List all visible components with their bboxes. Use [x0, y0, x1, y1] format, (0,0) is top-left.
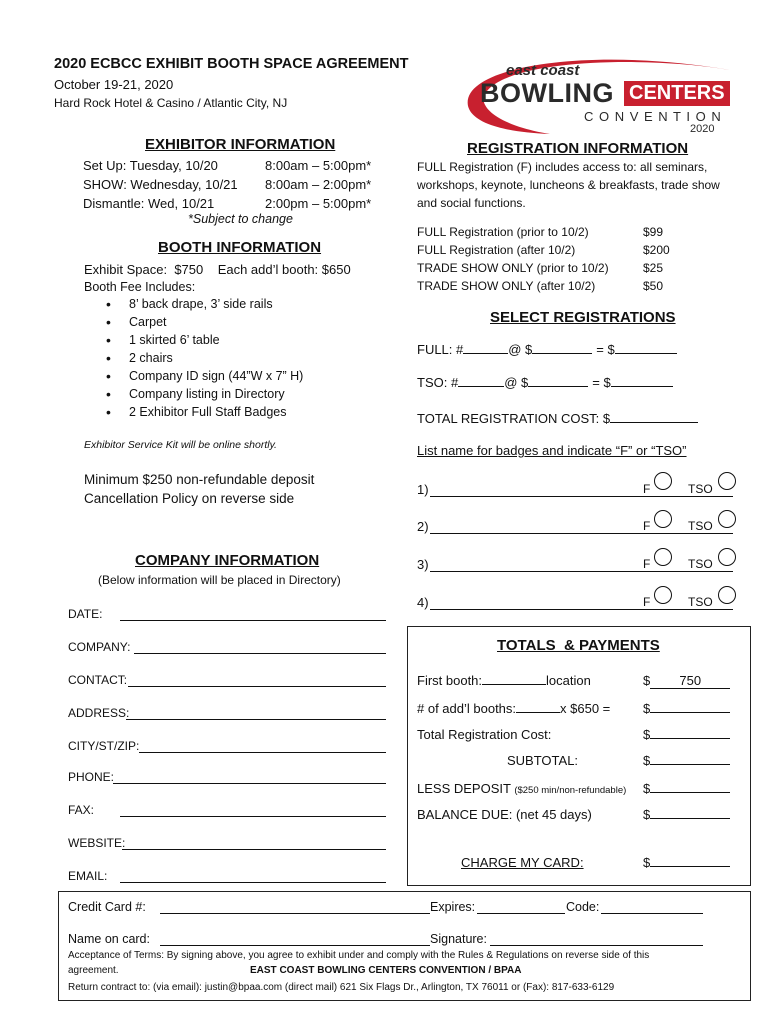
- badge-instructions: List name for badges and indicate “F” or “TSO”: [417, 443, 687, 458]
- f-radio[interactable]: [654, 510, 672, 528]
- additional-booths-label: # of add’l booths:: [417, 701, 517, 716]
- logo-bowling: BOWLING: [480, 78, 614, 108]
- tso-radio[interactable]: [718, 472, 736, 490]
- tso-count-field[interactable]: [458, 386, 504, 387]
- expires-label: Expires:: [430, 900, 476, 914]
- contact-field[interactable]: [128, 686, 386, 687]
- price-value: $25: [643, 261, 664, 275]
- full-total-field[interactable]: [615, 353, 677, 354]
- signature-label: Signature:: [430, 932, 487, 946]
- booth-fee-intro: Booth Fee Includes:: [84, 280, 196, 294]
- schedule-time: 8:00am – 5:00pm*: [265, 158, 372, 173]
- registration-desc-3: and social functions.: [417, 196, 526, 210]
- booth-includes-list: [84, 295, 303, 421]
- schedule-note: *Subject to change: [188, 212, 293, 226]
- first-booth-amount: [643, 673, 730, 689]
- deposit-note: Minimum $250 non-refundable deposit: [84, 472, 315, 487]
- balance-due-label: BALANCE DUE: (net 45 days): [417, 807, 592, 822]
- price-value: $50: [643, 279, 664, 293]
- tso-total-field[interactable]: [611, 386, 673, 387]
- ecbcc-logo: [440, 48, 740, 138]
- dollar-sign: $: [643, 701, 651, 716]
- credit-card-label: Credit Card #:: [68, 900, 146, 914]
- additional-booths-amount-field[interactable]: [650, 712, 730, 713]
- exhibitor-heading: EXHIBITOR INFORMATION: [145, 136, 336, 153]
- first-booth-label: First booth:: [417, 673, 483, 688]
- f-radio[interactable]: [654, 472, 672, 490]
- charge-my-card-field[interactable]: [650, 866, 730, 867]
- fax-field[interactable]: [120, 816, 386, 817]
- badge-row-2-number: 2): [417, 519, 429, 534]
- terms-line-1: Acceptance of Terms: By signing above, you agree to exhibit under and comply with the Rules & Regulations on reverse side of this: [68, 950, 650, 961]
- f-label: F: [643, 557, 651, 571]
- badge-name-field[interactable]: [430, 609, 733, 610]
- cancellation-note: Cancellation Policy on reverse side: [84, 491, 295, 506]
- additional-booths-rate: x $650 =: [560, 701, 611, 716]
- dollar-sign: $: [643, 727, 651, 742]
- full-registration-row: [417, 342, 677, 357]
- tso-price-field[interactable]: [528, 386, 588, 387]
- f-label: F: [643, 519, 651, 533]
- registration-desc-1: FULL Registration (F) includes access to: all seminars,: [417, 160, 708, 174]
- tso-radio[interactable]: [718, 548, 736, 566]
- list-item: • 8’ back drape, 3’ side rails: [84, 295, 303, 313]
- list-item: [417, 241, 677, 259]
- logo-year: 2020: [690, 123, 715, 135]
- credit-card-field[interactable]: [160, 913, 430, 914]
- logo-east-coast: east coast: [506, 62, 580, 79]
- booth-pricing: Exhibit Space: $750 Each add’l booth: $650: [84, 262, 351, 277]
- registration-price-list: [417, 223, 677, 295]
- address-label: ADDRESS:: [68, 706, 130, 720]
- charge-my-card-amount: [643, 855, 730, 870]
- schedule-time: 8:00am – 2:00pm*: [265, 177, 372, 192]
- balance-due-field[interactable]: [650, 818, 730, 819]
- f-label: F: [643, 595, 651, 609]
- list-item: • Company listing in Directory: [84, 385, 303, 403]
- full-price-field[interactable]: [532, 353, 592, 354]
- email-label: EMAIL:: [68, 869, 108, 883]
- total-registration-field[interactable]: [610, 422, 698, 423]
- totals-heading: TOTALS & PAYMENTS: [497, 637, 660, 654]
- less-deposit-field[interactable]: [650, 792, 730, 793]
- code-label: Code:: [566, 900, 600, 914]
- additional-booths-amount: [643, 701, 730, 716]
- page-title: 2020 ECBCC EXHIBIT BOOTH SPACE AGREEMENT: [54, 56, 409, 72]
- tso-count-label: TSO: #: [417, 375, 459, 390]
- tso-radio[interactable]: [718, 586, 736, 604]
- schedule-label: SHOW: Wednesday, 10/21: [83, 177, 238, 192]
- dollar-sign: $: [643, 753, 651, 768]
- schedule-time: 2:00pm – 5:00pm*: [265, 196, 372, 211]
- phone-label: PHONE:: [68, 770, 115, 784]
- location-label: location: [546, 673, 591, 688]
- schedule-row: [83, 194, 403, 213]
- phone-field[interactable]: [113, 783, 386, 784]
- list-item: • Company ID sign (44”W x 7” H): [84, 367, 303, 385]
- full-count-label: FULL: #: [417, 342, 464, 357]
- less-deposit-row: [417, 781, 626, 796]
- badge-name-field[interactable]: [430, 496, 733, 497]
- price-value: $200: [643, 243, 670, 257]
- first-booth-amount-field[interactable]: 750: [650, 673, 730, 689]
- charge-my-card-label: CHARGE MY CARD:: [461, 855, 584, 870]
- dollar-sign: $: [643, 673, 651, 688]
- website-label: WEBSITE:: [68, 836, 126, 850]
- less-deposit-amount: [643, 781, 730, 796]
- f-radio[interactable]: [654, 548, 672, 566]
- first-booth-row: [417, 673, 591, 688]
- badge-row-1-number: 1): [417, 482, 429, 497]
- tso-registration-row: [417, 375, 673, 390]
- event-venue: Hard Rock Hotel & Casino / Atlantic City, NJ: [54, 96, 288, 110]
- tso-label: TSO: [688, 557, 713, 571]
- list-item: [417, 223, 677, 241]
- badge-row-3-number: 3): [417, 557, 429, 572]
- dollar-sign: $: [643, 855, 651, 870]
- price-label: FULL Registration (prior to 10/2): [417, 225, 589, 239]
- terms-line-2: agreement.: [68, 965, 119, 976]
- dollar-sign: $: [643, 807, 651, 822]
- logo-convention: C O N V E N T I O N: [584, 109, 722, 124]
- less-deposit-label: LESS DEPOSIT: [417, 781, 511, 796]
- exhibitor-schedule: [83, 156, 403, 213]
- email-field[interactable]: [120, 882, 386, 883]
- price-label: TRADE SHOW ONLY (after 10/2): [417, 279, 596, 293]
- full-total-label: = $: [596, 342, 615, 357]
- additional-booths-row: [417, 701, 610, 716]
- name-on-card-label: Name on card:: [68, 932, 150, 946]
- organizer-name: EAST COAST BOWLING CENTERS CONVENTION / BPAA: [250, 965, 522, 976]
- select-heading: SELECT REGISTRATIONS: [490, 309, 676, 326]
- tso-total-label: = $: [592, 375, 611, 390]
- return-contract-info: Return contract to: (via email): justin@bpaa.com (direct mail) 621 Six Flags Dr., Arlington, TX 76011 or (Fax): 817-633-6129: [68, 982, 615, 993]
- schedule-row: [83, 156, 403, 175]
- name-on-card-field[interactable]: [160, 945, 430, 946]
- registration-heading: REGISTRATION INFORMATION: [467, 140, 689, 157]
- booth-heading: BOOTH INFORMATION: [158, 239, 322, 256]
- registration-desc-2: workshops, keynote, luncheons & breakfasts, trade show: [417, 178, 720, 192]
- signature-field[interactable]: [490, 945, 703, 946]
- subtotal-label: SUBTOTAL:: [507, 753, 579, 768]
- schedule-label: Dismantle: Wed, 10/21: [83, 196, 215, 211]
- fax-label: FAX:: [68, 803, 95, 817]
- tso-label: TSO: [688, 595, 713, 609]
- date-field[interactable]: [120, 620, 386, 621]
- company-heading: COMPANY INFORMATION: [135, 552, 320, 569]
- price-label: FULL Registration (after 10/2): [417, 243, 576, 257]
- list-item: • 2 chairs: [84, 349, 303, 367]
- city-state-zip-label: CITY/ST/ZIP:: [68, 739, 140, 753]
- first-booth-location-field[interactable]: [482, 684, 546, 685]
- full-count-field[interactable]: [463, 353, 508, 354]
- list-item: • Carpet: [84, 313, 303, 331]
- f-radio[interactable]: [654, 586, 672, 604]
- balance-due-amount: [643, 807, 730, 822]
- expires-field[interactable]: [477, 913, 565, 914]
- less-deposit-note: ($250 min/non-refundable): [514, 785, 627, 796]
- list-item: [417, 259, 677, 277]
- list-item: • 2 Exhibitor Full Staff Badges: [84, 403, 303, 421]
- schedule-label: Set Up: Tuesday, 10/20: [83, 158, 218, 173]
- total-registration-cost-label: Total Registration Cost:: [417, 727, 552, 742]
- total-registration-row: [417, 411, 698, 426]
- company-subheading: (Below information will be placed in Directory): [98, 573, 341, 587]
- date-label: DATE:: [68, 607, 103, 621]
- code-field[interactable]: [601, 913, 703, 914]
- service-kit-note: Exhibitor Service Kit will be online shortly.: [84, 439, 277, 451]
- badge-name-field[interactable]: [430, 533, 733, 534]
- full-price-label: @ $: [508, 342, 533, 357]
- address-field[interactable]: [126, 719, 386, 720]
- logo-centers: CENTERS: [624, 81, 730, 106]
- additional-booths-count-field[interactable]: [516, 712, 560, 713]
- badge-name-field[interactable]: [430, 571, 733, 572]
- website-field[interactable]: [122, 849, 386, 850]
- price-value: $99: [643, 225, 664, 239]
- list-item: [417, 277, 677, 295]
- event-dates: October 19-21, 2020: [54, 77, 174, 92]
- tso-label: TSO: [688, 482, 713, 496]
- tso-label: TSO: [688, 519, 713, 533]
- schedule-row: [83, 175, 403, 194]
- f-label: F: [643, 482, 651, 496]
- tso-radio[interactable]: [718, 510, 736, 528]
- city-state-zip-field[interactable]: [139, 752, 386, 753]
- list-item: • 1 skirted 6’ table: [84, 331, 303, 349]
- contact-label: CONTACT:: [68, 673, 128, 687]
- total-registration-cost-amount: [643, 727, 730, 742]
- dollar-sign: $: [643, 781, 651, 796]
- badge-row-4-number: 4): [417, 595, 429, 610]
- company-label: COMPANY:: [68, 640, 131, 654]
- tso-price-label: @ $: [504, 375, 529, 390]
- total-registration-cost-field[interactable]: [650, 738, 730, 739]
- total-registration-label: TOTAL REGISTRATION COST: $: [417, 411, 611, 426]
- price-label: TRADE SHOW ONLY (prior to 10/2): [417, 261, 609, 275]
- subtotal-field[interactable]: [650, 764, 730, 765]
- company-field[interactable]: [134, 653, 386, 654]
- subtotal-amount: [643, 753, 730, 768]
